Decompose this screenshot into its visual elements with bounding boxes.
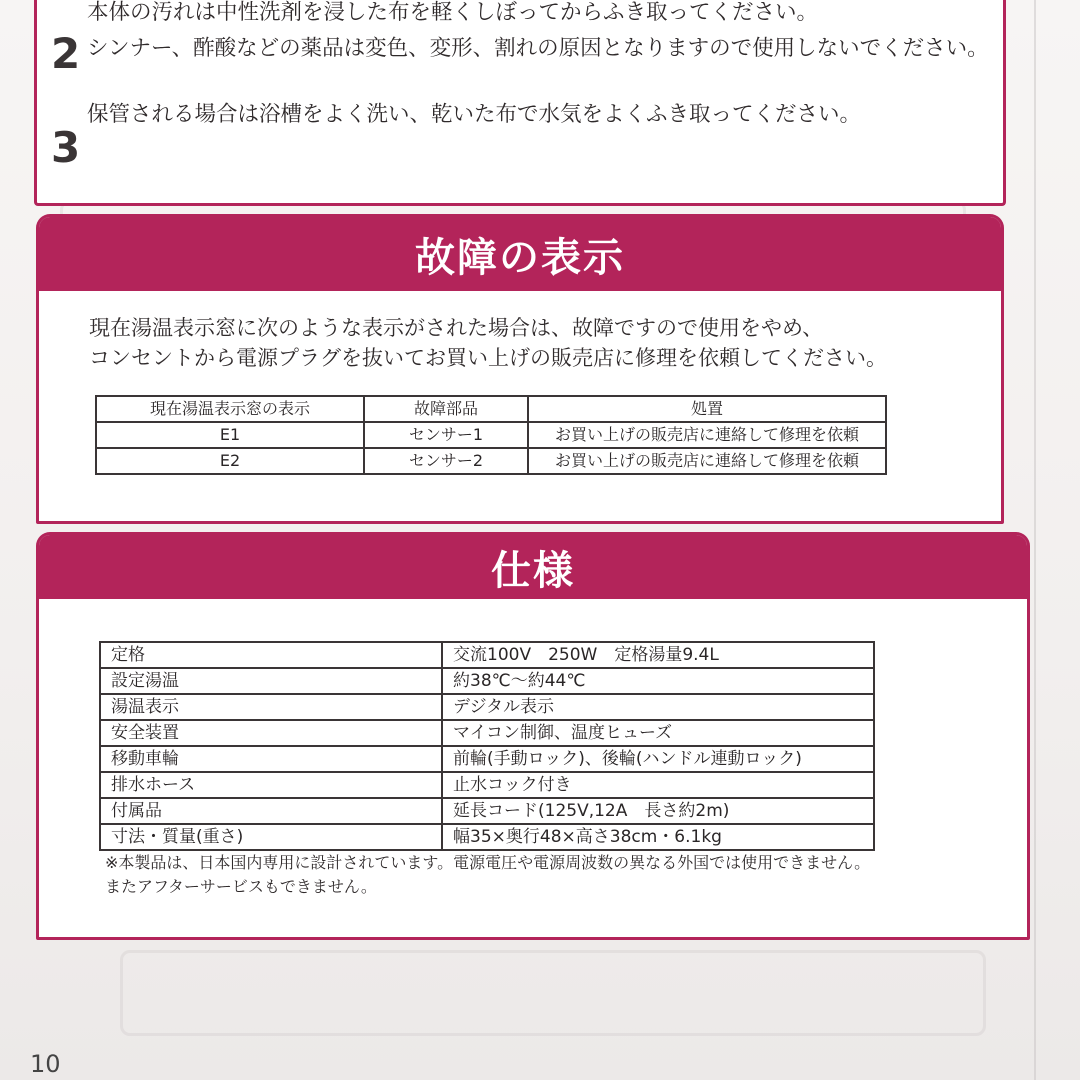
- spec-title: 仕様: [39, 535, 1027, 599]
- table-row: [100, 668, 874, 694]
- step-3-line1: 保管される場合は浴槽をよく洗い、乾いた布で水気をよくふき取ってください。: [87, 102, 862, 127]
- table-cell: お買い上げの販売店に連絡して修理を依頼: [528, 448, 886, 474]
- table-cell: E2: [96, 448, 364, 474]
- table-row: [96, 448, 886, 474]
- table-row: [100, 694, 874, 720]
- spec-note-line2: またアフターサービスもできません。: [105, 877, 377, 896]
- spec-note: [105, 851, 870, 899]
- spec-value: デジタル表示: [442, 694, 874, 720]
- fault-intro-line1: 現在湯温表示窓に次のような表示がされた場合は、故障ですので使用をやめ、: [89, 316, 824, 340]
- spec-key: 排水ホース: [100, 772, 442, 798]
- table-row: [96, 422, 886, 448]
- table-row: [100, 798, 874, 824]
- spec-value: マイコン制御、温度ヒューズ: [442, 720, 874, 746]
- spec-note-line1: ※本製品は、日本国内専用に設計されています。電源電圧や電源周波数の異なる外国では使用できません。: [105, 853, 871, 872]
- header-cell: 処置: [528, 396, 886, 422]
- fault-intro-line2: コンセントから電源プラグを抜いてお買い上げの販売店に修理を依頼してください。: [89, 346, 887, 370]
- step-2-body: [51, 29, 989, 78]
- spec-key: 設定湯温: [100, 668, 442, 694]
- table-cell: E1: [96, 422, 364, 448]
- fault-title: 故障の表示: [39, 217, 1001, 291]
- fault-table: [95, 395, 887, 475]
- page-edge: [1034, 0, 1036, 1080]
- table-row: [100, 772, 874, 798]
- table-row: [100, 720, 874, 746]
- maintenance-box: [34, 0, 1006, 206]
- page-number: 10: [30, 1050, 61, 1078]
- fault-intro: [89, 313, 887, 373]
- spec-key: 安全装置: [100, 720, 442, 746]
- table-cell: センサー2: [364, 448, 528, 474]
- table-row: [100, 746, 874, 772]
- spec-value: 延長コード(125V,12A 長さ約2m): [442, 798, 874, 824]
- step-number: 2: [51, 29, 81, 78]
- spec-value: 約38℃～約44℃: [442, 668, 874, 694]
- table-cell: お買い上げの販売店に連絡して修理を依頼: [528, 422, 886, 448]
- spec-value: 交流100V 250W 定格湯量9.4L: [442, 642, 874, 668]
- spec-key: 湯温表示: [100, 694, 442, 720]
- header-cell: 現在湯温表示窓の表示: [96, 396, 364, 422]
- step-3: [51, 102, 862, 172]
- header-cell: 故障部品: [364, 396, 528, 422]
- spec-value: 前輪(手動ロック)、後輪(ハンドル連動ロック): [442, 746, 874, 772]
- spec-key: 寸法・質量(重さ): [100, 824, 442, 850]
- spec-value: 幅35×奥行48×高さ38cm・6.1kg: [442, 824, 874, 850]
- table-cell: センサー1: [364, 422, 528, 448]
- spec-key: 定格: [100, 642, 442, 668]
- table-header-row: [96, 396, 886, 422]
- table-row: [100, 642, 874, 668]
- table-row: [100, 824, 874, 850]
- step-2: [51, 0, 818, 28]
- spec-table: [99, 641, 875, 851]
- step-number: 3: [51, 123, 81, 172]
- step-2-line2: シンナー、酢酸などの薬品は変色、変形、割れの原因となりますので使用しないでください。: [87, 36, 989, 61]
- spec-key: 付属品: [100, 798, 442, 824]
- fault-section: [36, 214, 1004, 524]
- step-2-line0: 本体の汚れは中性洗剤を浸した布を軽くしぼってからふき取ってください。: [87, 0, 819, 25]
- spec-section: [36, 532, 1030, 940]
- spec-key: 移動車輪: [100, 746, 442, 772]
- bleed-through-shape: [120, 950, 986, 1036]
- spec-value: 止水コック付き: [442, 772, 874, 798]
